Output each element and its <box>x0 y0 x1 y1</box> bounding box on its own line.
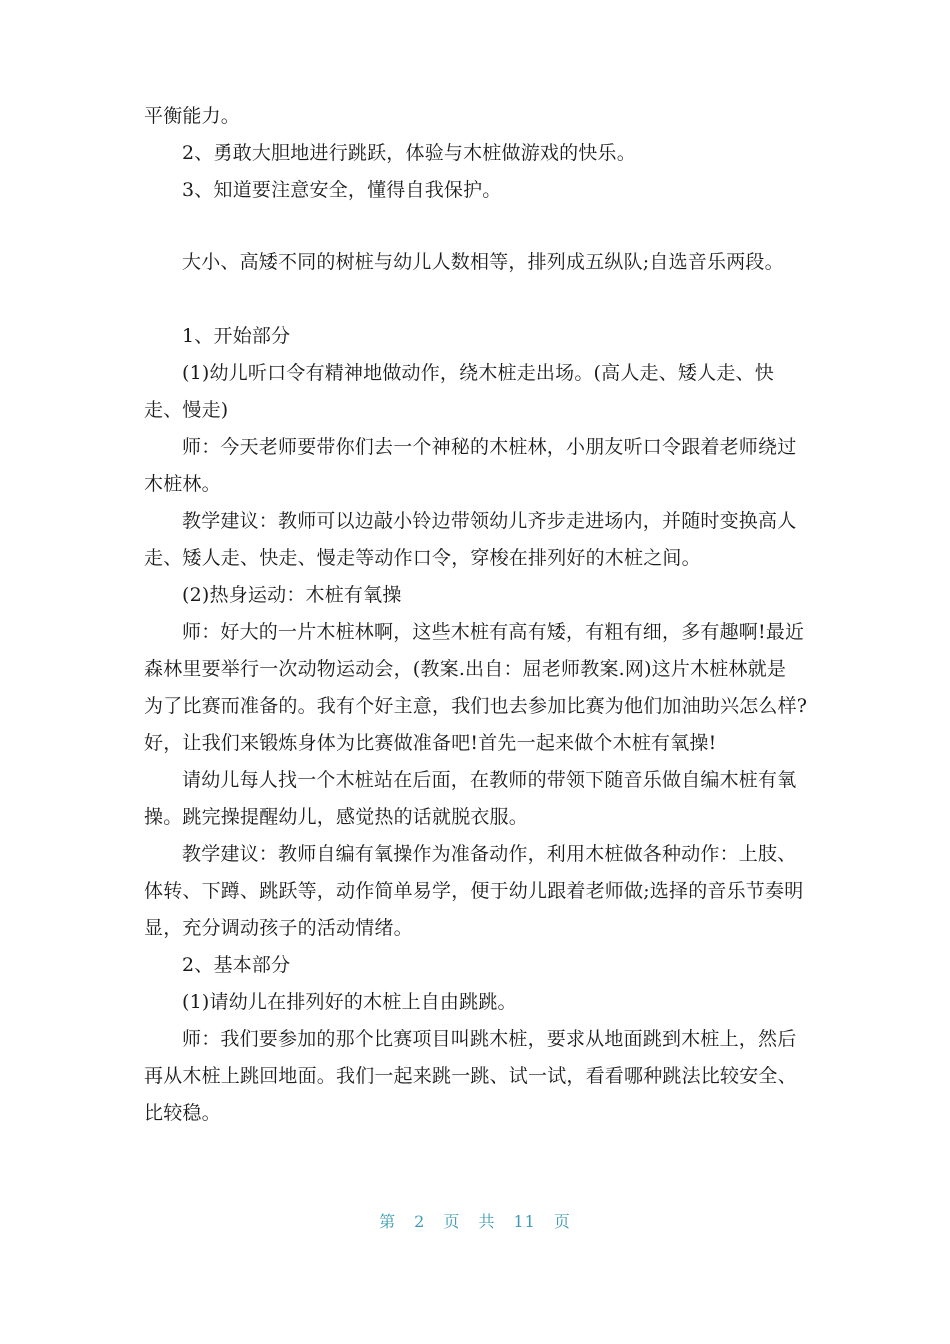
text-line: 为了比赛而准备的。我有个好主意，我们也去参加比赛为他们加油助兴怎么样? <box>144 695 808 717</box>
subsection-heading: (2)热身运动：木桩有氧操 <box>182 584 402 606</box>
section-heading: 1、开始部分 <box>182 325 291 347</box>
page-label-prefix: 第 <box>379 1212 397 1231</box>
text-line: 2、勇敢大胆地进行跳跃，体验与木桩做游戏的快乐。 <box>182 142 636 164</box>
text-line: 比较稳。 <box>144 1102 221 1124</box>
document-body <box>144 98 812 1132</box>
text-line: 请幼儿每人找一个木桩站在后面，在教师的带领下随音乐做自编木桩有氧 <box>182 769 797 791</box>
text-line: 操。跳完操提醒幼儿，感觉热的话就脱衣服。 <box>144 806 529 828</box>
text-line: 平衡能力。 <box>144 105 241 127</box>
text-line: 师：好大的一片木桩林啊，这些木桩有高有矮，有粗有细，多有趣啊!最近 <box>182 621 805 643</box>
text-line: (1)幼儿听口令有精神地做动作，绕木桩走出场。(高人走、矮人走、快 <box>182 362 774 384</box>
text-line: 3、知道要注意安全，懂得自我保护。 <box>182 179 502 201</box>
page-label-mid: 页 共 <box>443 1212 496 1231</box>
section-heading: 2、基本部分 <box>182 954 291 976</box>
blank-line <box>144 209 812 246</box>
text-line: 师：今天老师要带你们去一个神秘的木桩林，小朋友听口令跟着老师绕过 <box>182 436 797 458</box>
text-line: 森林里要举行一次动物运动会，(教案.出自：屈老师教案.网)这片木桩林就是 <box>144 658 787 680</box>
page-number: 2 <box>414 1212 426 1231</box>
text-line: 好，让我们来锻炼身体为比赛做准备吧!首先一起来做个木桩有氧操! <box>144 732 717 754</box>
text-line: 走、慢走) <box>144 399 229 421</box>
text-line: 教学建议：教师自编有氧操作为准备动作，利用木桩做各种动作：上肢、 <box>182 843 797 865</box>
text-line: 再从木桩上跳回地面。我们一起来跳一跳、试一试，看看哪种跳法比较安全、 <box>144 1065 797 1087</box>
page-footer <box>0 1209 950 1235</box>
text-line: 体转、下蹲、跳跃等，动作简单易学，便于幼儿跟着老师做;选择的音乐节奏明 <box>144 880 804 902</box>
blank-line <box>144 281 812 318</box>
text-line: 走、矮人走、快走、慢走等动作口令，穿梭在排列好的木桩之间。 <box>144 547 701 569</box>
text-line: 木桩林。 <box>144 473 221 495</box>
text-line: 教学建议：教师可以边敲小铃边带领幼儿齐步走进场内，并随时变换高人 <box>182 510 797 532</box>
text-line: (1)请幼儿在排列好的木桩上自由跳跳。 <box>182 991 517 1013</box>
text-line: 师：我们要参加的那个比赛项目叫跳木桩，要求从地面跳到木桩上，然后 <box>182 1028 797 1050</box>
page-label-suffix: 页 <box>553 1212 571 1231</box>
total-pages: 11 <box>513 1212 536 1231</box>
text-line: 显，充分调动孩子的活动情绪。 <box>144 917 413 939</box>
text-line: 大小、高矮不同的树桩与幼儿人数相等，排列成五纵队;自选音乐两段。 <box>182 251 784 273</box>
